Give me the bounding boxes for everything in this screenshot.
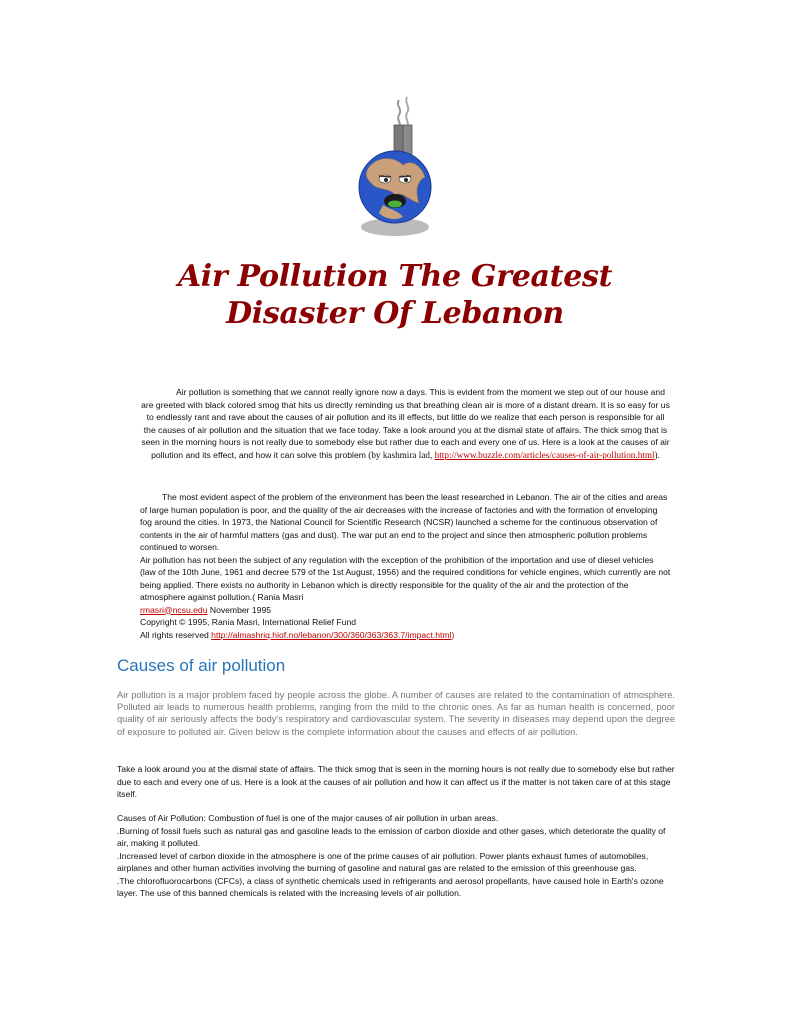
list-item: Causes of Air Pollution: Combustion of fuel is one of the major causes of air pollution in urban areas. [117,813,499,823]
intro-text: Air pollution is something that we cannot really ignore now a days. This is evident from the moment we step out of our house and are greeted with black colored smog that hits us directly reminding us that breathing clean air is more of a distant dream. It is so easy for us to endlessly rant and rave about the causes of air pollution and its ill effects, but little do we realize that each person is responsible for all the causes of air pollution and the situation that we face today. Take a look around you at the dismal state of affairs. The thick smog that is seen in the morning hours is not really due to somebody else but rather due to each and every one of us. Here is a look at the causes of air pollution and its effect, and how it can solve this problem [141,387,670,460]
causes-list [117,812,675,900]
page-title [150,258,640,332]
rights-suffix: ) [451,629,455,640]
polluted-earth-icon [355,95,435,240]
intro-paragraph [140,386,671,461]
lebanon-section [140,491,671,641]
causes-intro-paragraph: Air pollution is a major problem faced by people across the globe. A number of causes are related to the contamination of atmosphere. Polluted air leads to numerous health problems, ranging from the mild to the chronic ones. As far as human health is concerned, poor quality of air seriously affects the body's respiratory and cardiovascular system. The severity in diseases may depend upon the degree of exposure to polluted air. Given below is the complete information about the causes and effects of air pollution. [117,690,675,737]
author-email-link[interactable]: rmasri@ncsu.edu [140,604,208,615]
lebanon-paragraph-2: Air pollution has not been the subject of any regulation with the exception of the prohibition of the importation and use of diesel vehicles (law of the 10th June, 1961 and decree 579 of the 1st August, 1956) and the required conditions for vehicle engines, which currently are not being applied. There exists no authority in Lebanon which is directly responsible for the quality of the air and the protection of the atmosphere against pollution.( Rania Masri [140,554,671,602]
look-around-paragraph: Take a look around you at the dismal state of affairs. The thick smog that is seen in the morning hours is not really due to somebody else but rather due to each and every one of us. Here is a look at the causes of air pollution and how it can affect us if the matter is not taken care of at this stage itself. [117,764,675,799]
intro-citation-prefix: (by kashmira lad, [368,449,435,460]
title-line-1: Air Pollution The Greatest [177,259,613,294]
polluted-earth-illustration [355,95,435,240]
buzzle-article-link[interactable]: http://www.buzzle.com/articles/causes-of-air-pollution.html [434,449,655,460]
author-line [140,604,671,617]
intro-citation-suffix: ). [654,449,660,460]
lebanon-paragraph-1: The most evident aspect of the problem of the environment has been the least researched in Lebanon. The air of the cities and areas of large human population is poor, and the quality of the air decreases with the increase of factories and with the formation of enveloping fog around the cities. In 1973, the National Council for Scientific Research (NCSR) launched a scheme for the continuous observation of contents in the air of harmful matters (gas and dust). The war put an end to the project and since then atmospheric pollution problems continued to worsen. [140,492,668,552]
rights-line: All rights reserved http://almashriq.hiof.no/lebanon/300/360/363/363.7/impact.html) [140,629,455,640]
almashriq-source-link[interactable]: http://almashriq.hiof.no/lebanon/300/360/363/363.7/impact.html [211,629,452,640]
list-item: .Burning of fossil fuels such as natural gas and gasoline leads to the emission of carbon dioxide and other gases, which deteriorate the quality of air, making it polluted. [117,825,666,848]
publication-date: November 1995 [207,604,272,615]
title-line-2: Disaster Of Lebanon [226,296,564,331]
list-item: .The chlorofluorocarbons (CFCs), a class of synthetic chemicals used in refrigerants and aerosol propellants, have caused hole in Earth's ozone layer. The use of this banned chemicals is related with the increasing levels of air pollution. [117,875,664,898]
causes-heading: Causes of air pollution [117,656,286,675]
list-item: .Increased level of carbon dioxide in the atmosphere is one of the prime causes of air pollution. Power plants exhaust fumes of automobiles, airplanes and other human activities involving the burning of gasoline and natural gas are related to the emission of this greenhouse gas. [117,850,649,873]
copyright-line: Copyright © 1995, Rania Masri, International Relief Fund [140,617,357,627]
